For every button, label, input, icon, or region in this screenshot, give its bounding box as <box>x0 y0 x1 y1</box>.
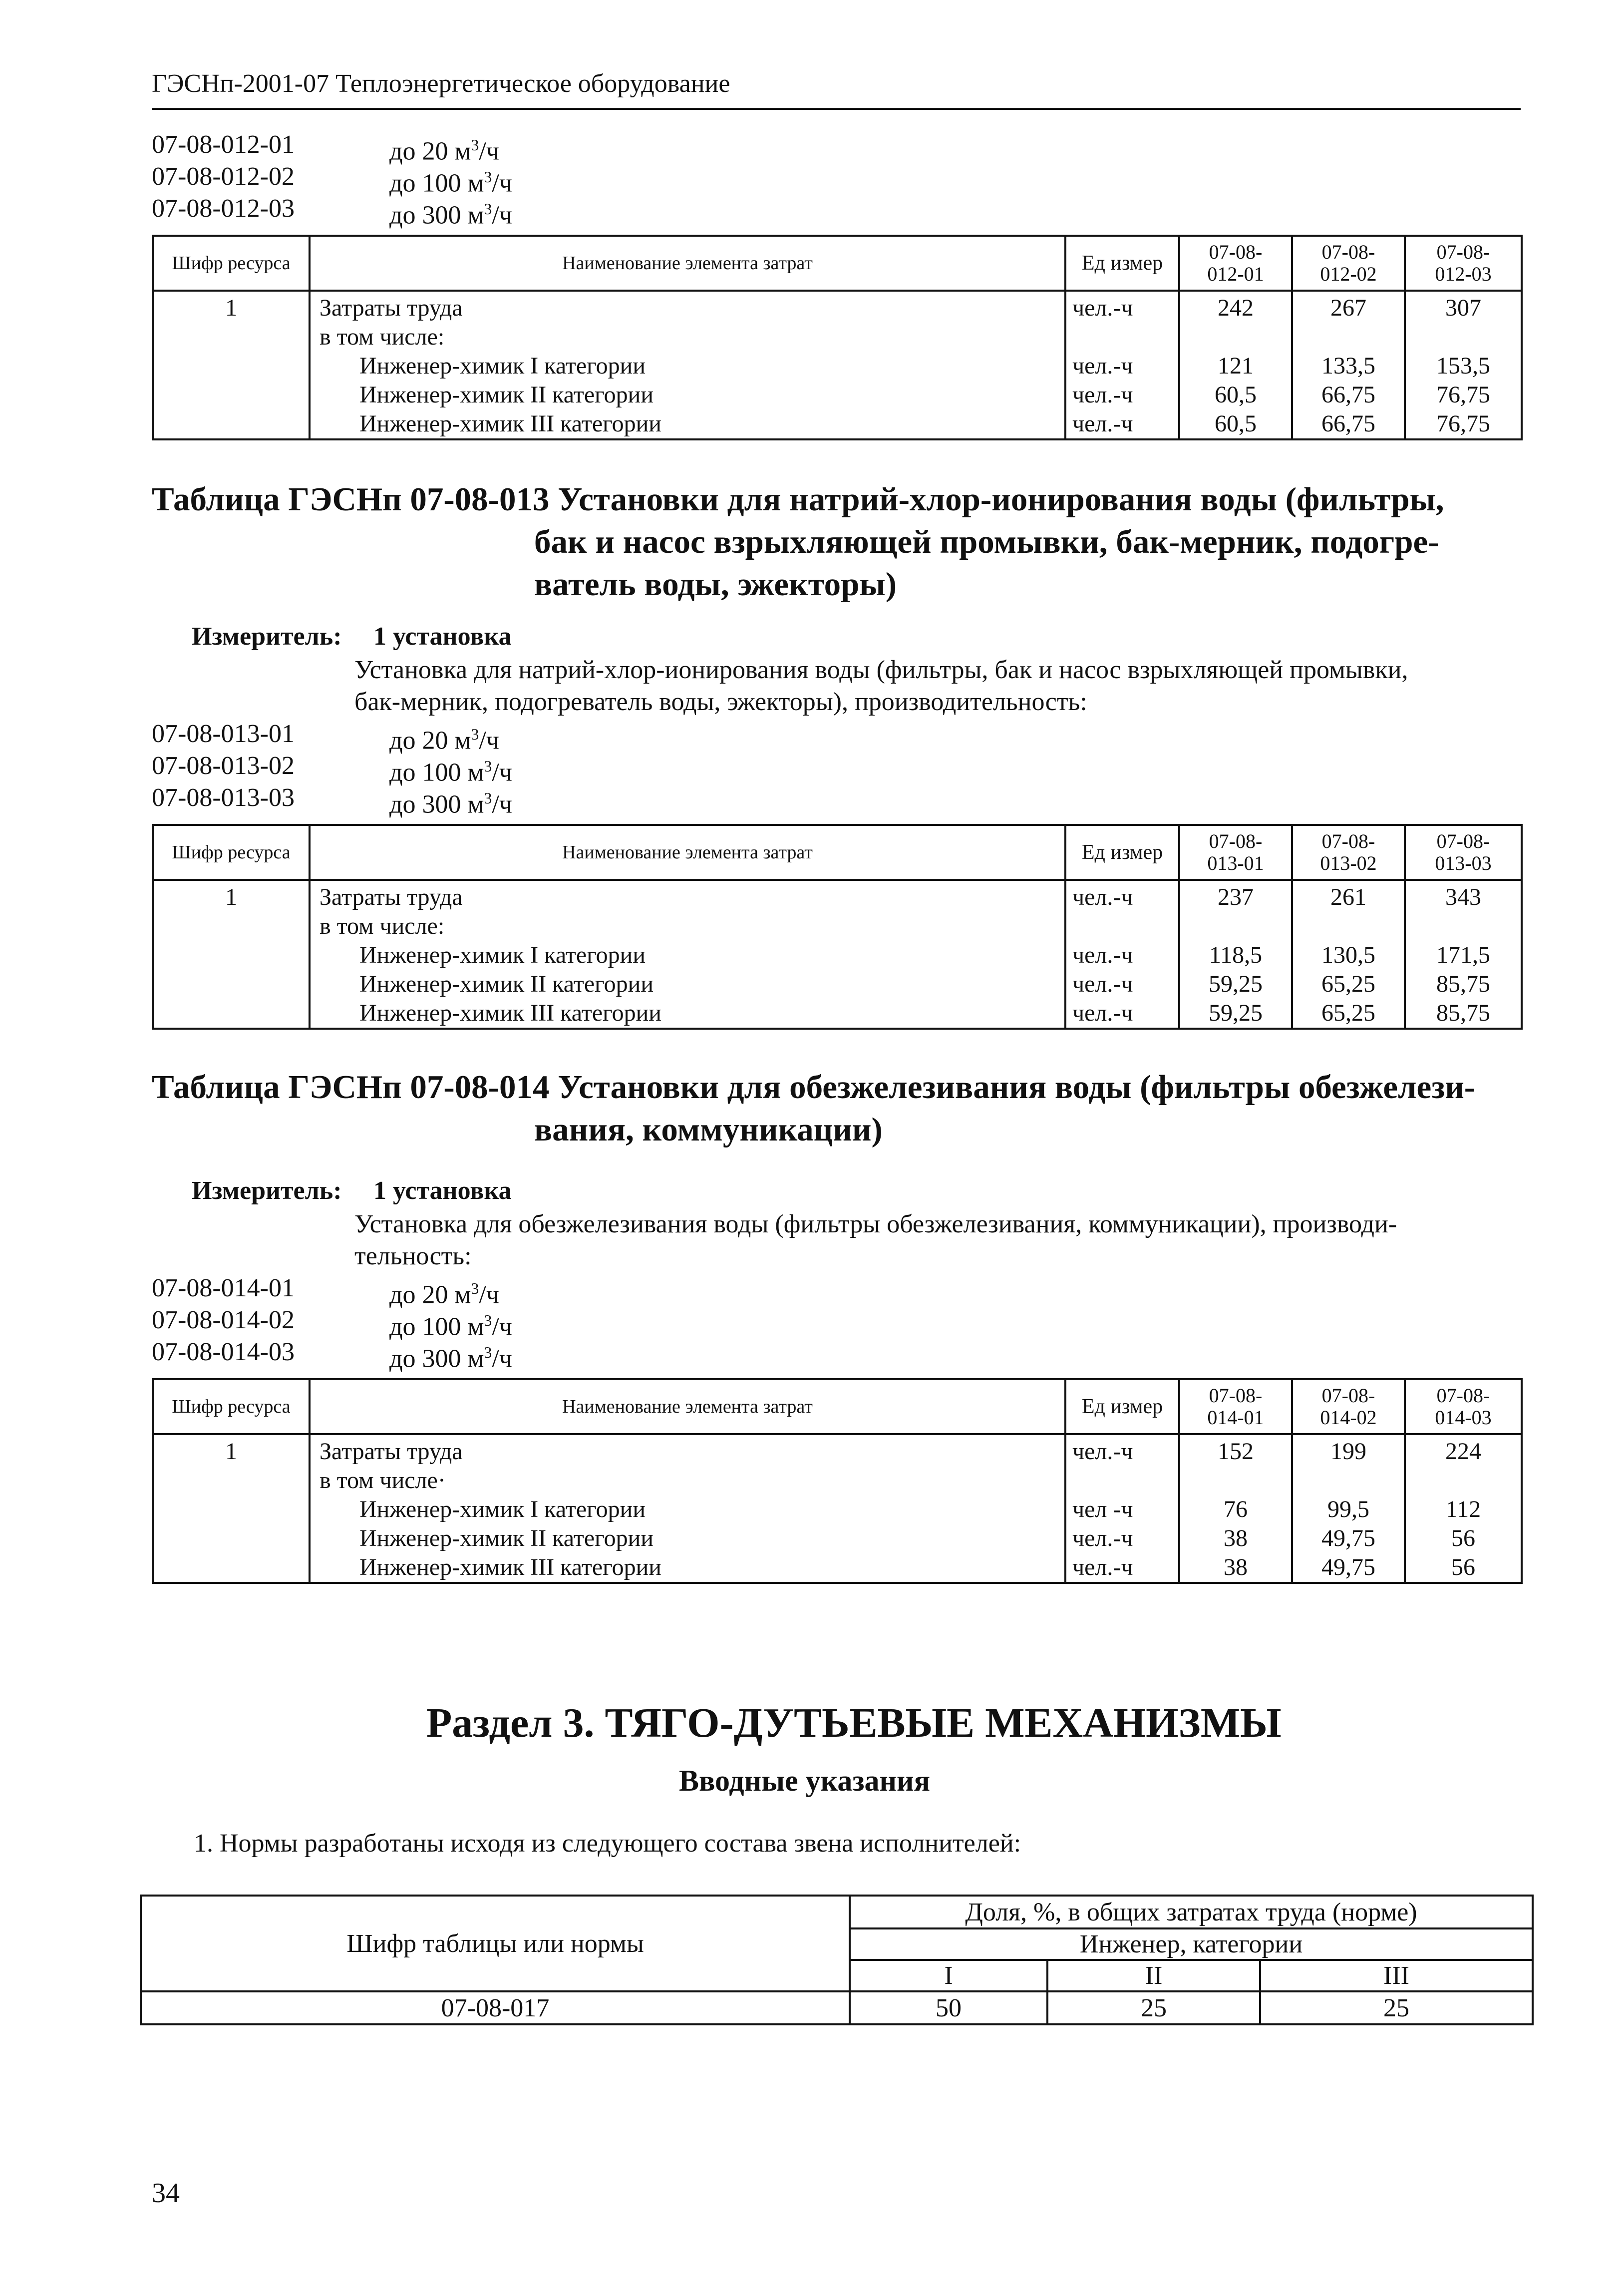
running-header: ГЭСНп-2001-07 Теплоэнергетическое оборудование <box>152 69 730 98</box>
table-header-row <box>153 236 1522 291</box>
cost-table-014 <box>152 1378 1523 1584</box>
norm-code: 07-08-014-01 <box>152 1274 295 1302</box>
table-title-014-line2: вания, коммуникации) <box>534 1111 883 1148</box>
crew-row-v3: 25 <box>1260 1991 1533 2024</box>
crew-row-v2: 25 <box>1047 1991 1260 2024</box>
cell-units: чел.-ч чел -ч чел.-ч чел.-ч <box>1065 1434 1179 1583</box>
cell-values-2: 199 99,5 49,75 49,75 <box>1292 1434 1405 1583</box>
norm-code: 07-08-014-03 <box>152 1338 295 1366</box>
page-number: 34 <box>152 2178 180 2209</box>
table-row <box>141 1991 1533 2024</box>
norm-code: 07-08-013-01 <box>152 720 295 748</box>
description-line1: Установка для обезжелезивания воды (фильтры обезжелезивания, коммуникации), производи- <box>354 1210 1397 1238</box>
capacity: до 20 $м^3/ч$ <box>389 1279 499 1309</box>
table-row <box>153 291 1522 439</box>
measure-label: Измеритель: <box>192 622 342 651</box>
crew-row-v1: 50 <box>850 1991 1047 2024</box>
capacity: до 100 $м^3/ч$ <box>389 168 512 198</box>
cell-names: Затраты труда в том числе: Инженер-химик I категории Инженер-химик II категории Инженер-химик III категории <box>310 291 1065 439</box>
col-head-v2: 07-08- 012-02 <box>1292 236 1405 291</box>
measure-value: 1 установка <box>373 622 512 651</box>
capacity: до 300 $м^3/ч$ <box>389 200 512 230</box>
section-title: Раздел 3. ТЯГО-ДУТЬЕВЫЕ МЕХАНИЗМЫ <box>426 1700 1282 1746</box>
col-head-name: Наименование элемента затрат <box>310 1379 1065 1434</box>
cell-values-2: 261 130,5 65,25 65,25 <box>1292 880 1405 1029</box>
cost-table-013 <box>152 824 1523 1030</box>
table-title-013-line1: Таблица ГЭСНп 07-08-013 Установки для натрий-хлор-ионирования воды (фильтры, <box>152 481 1444 518</box>
table-header-row <box>153 1379 1522 1434</box>
capacity: до 20 $м^3/ч$ <box>389 136 499 166</box>
table-title-014-line1: Таблица ГЭСНп 07-08-014 Установки для обезжелезивания воды (фильтры обезжелези- <box>152 1069 1476 1106</box>
col-head-code: Шифр ресурса <box>153 236 310 291</box>
table-title-013-line3: ватель воды, эжекторы) <box>534 566 897 603</box>
cell-values-3: 307 153,5 76,75 76,75 <box>1405 291 1522 439</box>
capacity: до 300 $м^3/ч$ <box>389 1343 512 1373</box>
crew-table <box>140 1895 1534 2025</box>
capacity: до 100 $м^3/ч$ <box>389 1311 512 1341</box>
subsection-title: Вводные указания <box>679 1764 931 1797</box>
col-head-v3: 07-08- 012-03 <box>1405 236 1522 291</box>
crew-cat-2: II <box>1047 1960 1260 1991</box>
crew-engineer-head: Инженер, категории <box>850 1928 1533 1960</box>
norm-code: 07-08-012-01 <box>152 130 295 159</box>
col-head-v3: 07-08- 014-03 <box>1405 1379 1522 1434</box>
cell-names: Затраты труда в том числе: Инженер-химик I категории Инженер-химик II категории Инженер-химик III категории <box>310 880 1065 1029</box>
capacity: до 100 $м^3/ч$ <box>389 757 512 787</box>
col-head-unit: Ед измер <box>1065 825 1179 880</box>
header-rule <box>152 108 1521 110</box>
col-head-v1: 07-08- 012-01 <box>1179 236 1292 291</box>
table-header-row <box>153 825 1522 880</box>
crew-share-head: Доля, %, в общих затратах труда (норме) <box>850 1896 1533 1928</box>
capacity: до 300 $м^3/ч$ <box>389 789 512 819</box>
cell-code: 1 <box>153 1434 310 1583</box>
description-line1: Установка для натрий-хлор-ионирования воды (фильтры, бак и насос взрыхляющей промывки, <box>354 656 1408 684</box>
col-head-v2: 07-08- 013-02 <box>1292 825 1405 880</box>
crew-row-code: 07-08-017 <box>141 1991 850 2024</box>
col-head-v2: 07-08- 014-02 <box>1292 1379 1405 1434</box>
cell-values-3: 343 171,5 85,75 85,75 <box>1405 880 1522 1029</box>
crew-col-code-head: Шифр таблицы или нормы <box>141 1896 850 1991</box>
col-head-name: Наименование элемента затрат <box>310 236 1065 291</box>
col-head-unit: Ед измер <box>1065 236 1179 291</box>
cell-values-1: 152 76 38 38 <box>1179 1434 1292 1583</box>
cell-names: Затраты труда в том числе· Инженер-химик I категории Инженер-химик II категории Инженер-химик III категории <box>310 1434 1065 1583</box>
cost-table-012 <box>152 235 1523 440</box>
table-row <box>153 1434 1522 1583</box>
cell-units: чел.-ч чел.-ч чел.-ч чел.-ч <box>1065 880 1179 1029</box>
cell-values-3: 224 112 56 56 <box>1405 1434 1522 1583</box>
measure-value: 1 установка <box>373 1176 512 1205</box>
capacity: до 20 $м^3/ч$ <box>389 725 499 755</box>
col-head-unit: Ед измер <box>1065 1379 1179 1434</box>
table-row <box>153 880 1522 1029</box>
measure-label: Измеритель: <box>192 1176 342 1205</box>
col-head-v1: 07-08- 014-01 <box>1179 1379 1292 1434</box>
cell-values-1: 237 118,5 59,25 59,25 <box>1179 880 1292 1029</box>
col-head-code: Шифр ресурса <box>153 825 310 880</box>
col-head-code: Шифр ресурса <box>153 1379 310 1434</box>
crew-cat-3: III <box>1260 1960 1533 1991</box>
description-line2: бак-мерник, подогреватель воды, эжекторы), производительность: <box>354 688 1087 716</box>
norm-code: 07-08-013-02 <box>152 752 295 780</box>
norm-code: 07-08-012-03 <box>152 194 295 223</box>
norm-code: 07-08-014-02 <box>152 1306 295 1334</box>
col-head-name: Наименование элемента затрат <box>310 825 1065 880</box>
cell-values-2: 267 133,5 66,75 66,75 <box>1292 291 1405 439</box>
crew-header-row <box>141 1896 1533 1928</box>
crew-cat-1: I <box>850 1960 1047 1991</box>
cell-code: 1 <box>153 880 310 1029</box>
norm-code: 07-08-013-03 <box>152 783 295 812</box>
cell-units: чел.-ч чел.-ч чел.-ч чел.-ч <box>1065 291 1179 439</box>
cell-values-1: 242 121 60,5 60,5 <box>1179 291 1292 439</box>
norm-code: 07-08-012-02 <box>152 162 295 191</box>
cell-code: 1 <box>153 291 310 439</box>
description-line2: тельность: <box>354 1242 472 1270</box>
intro-paragraph: 1. Нормы разработаны исходя из следующего состава звена исполнителей: <box>194 1829 1021 1858</box>
col-head-v3: 07-08- 013-03 <box>1405 825 1522 880</box>
table-title-013-line2: бак и насос взрыхляющей промывки, бак-мерник, подогре- <box>534 523 1439 560</box>
col-head-v1: 07-08- 013-01 <box>1179 825 1292 880</box>
